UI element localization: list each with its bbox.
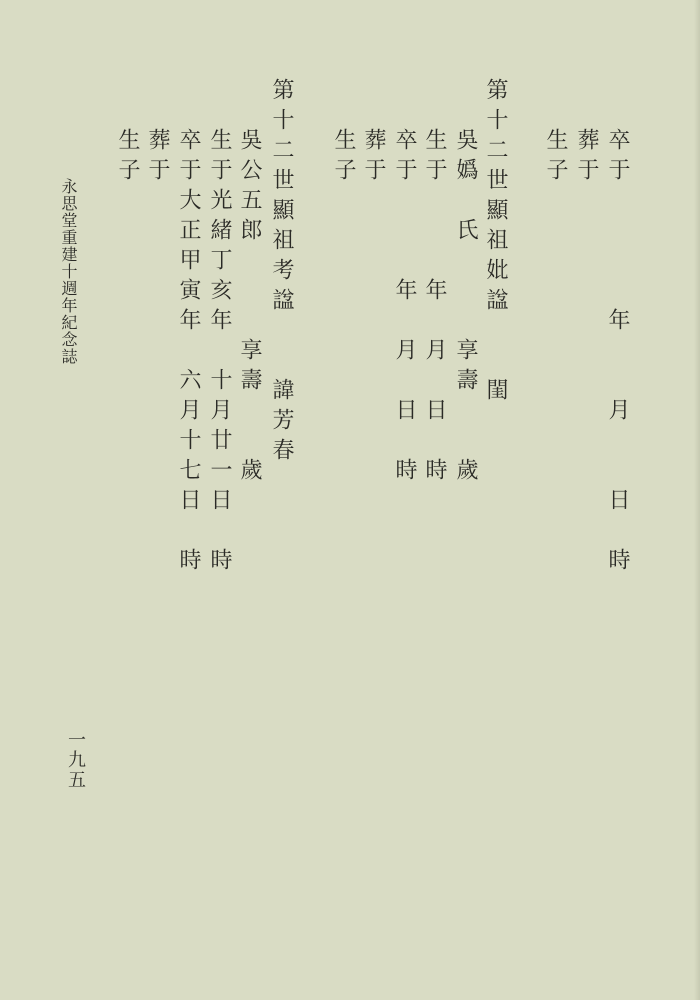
record3-line-birth: 生于光緒丁亥年 十月廿一日 時	[207, 128, 232, 578]
record3-line-name: 吳公五郎 享壽 歲	[237, 128, 262, 488]
record3-line-title: 第十二世顯祖考諡 諱芳春	[269, 78, 294, 468]
record2-line-birth: 生于 年 月 日 時	[422, 128, 447, 488]
record1-line-death: 卒于 年 月 日 時	[605, 128, 630, 578]
record3-line-children: 生子	[115, 128, 140, 188]
record3-line-death: 卒于大正甲寅年 六月十七日 時	[176, 128, 201, 578]
record2-line-children: 生子	[331, 128, 356, 188]
record2-line-death: 卒于 年 月 日 時	[392, 128, 417, 488]
running-title: 永思堂重建十週年紀念誌	[59, 178, 78, 365]
record2-line-burial: 葬于	[361, 128, 386, 188]
page-edge-shadow	[694, 0, 700, 1000]
record2-line-name: 吳嬀 氏 享壽 歲	[453, 128, 478, 488]
page-number: 一九五	[65, 730, 86, 790]
record1-line-children: 生子	[543, 128, 568, 188]
record3-line-burial: 葬于	[145, 128, 170, 188]
record1-line-burial: 葬于	[574, 128, 599, 188]
record2-line-title: 第十二世顯祖妣諡 閨	[483, 78, 508, 408]
